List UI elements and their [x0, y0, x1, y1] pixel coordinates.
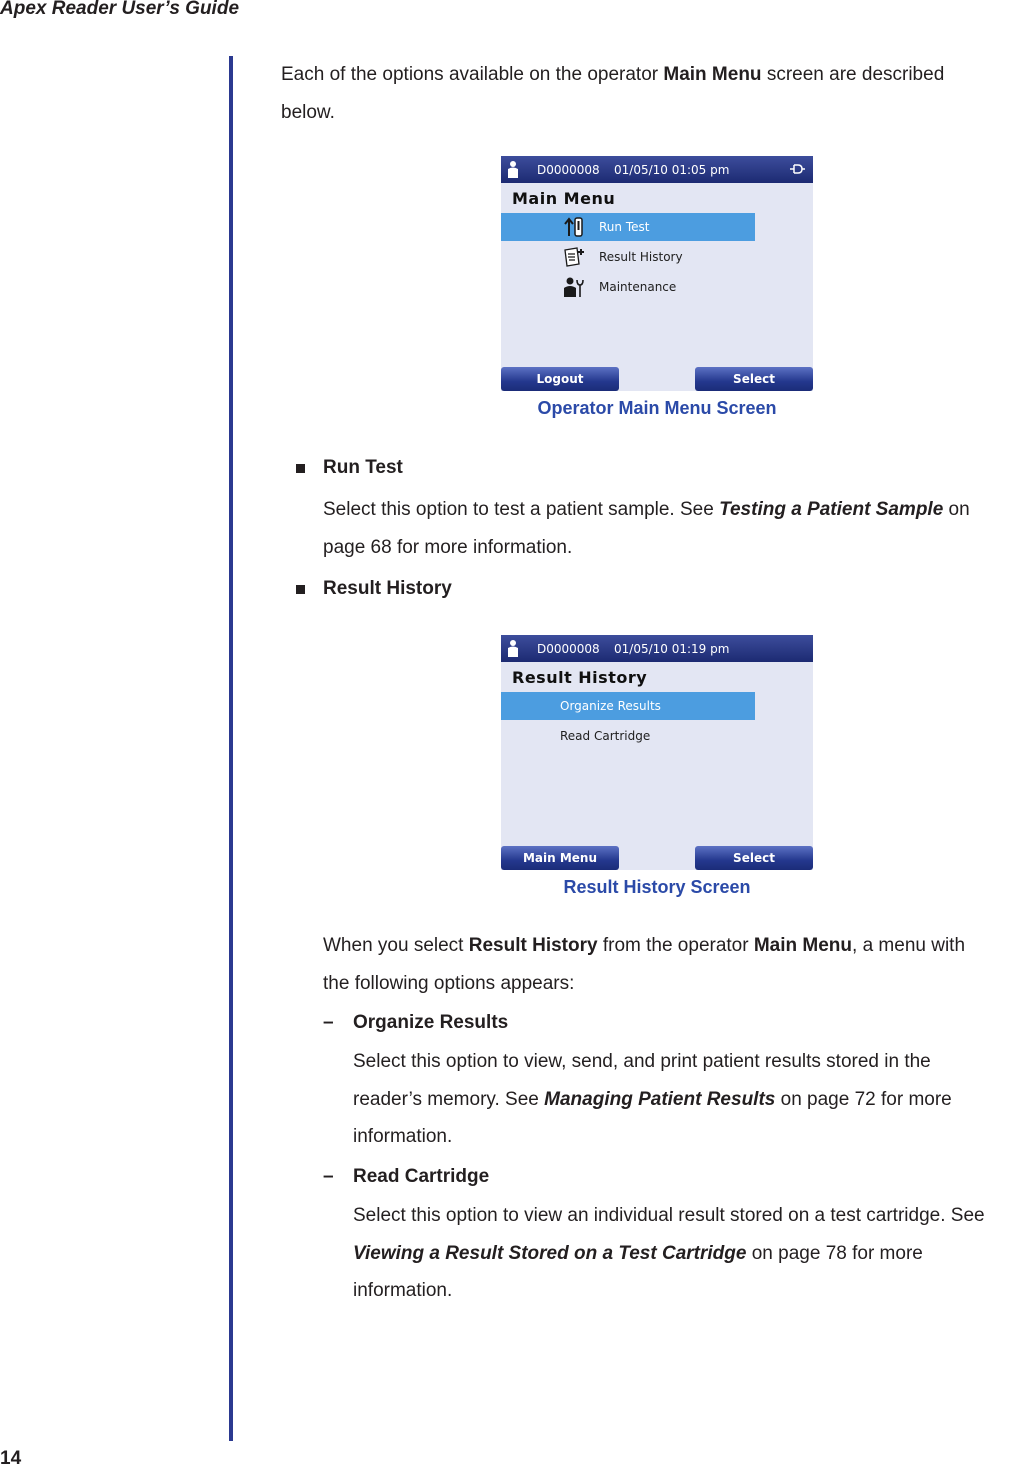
user-icon: [507, 639, 519, 657]
bullet-marker: [296, 585, 305, 594]
figure-caption: Result History Screen: [563, 877, 751, 897]
result-history-paragraph: When you select Result History from the operator Main Menu, a menu with the following options appears:: [323, 935, 966, 994]
run-test-heading: Run Test: [323, 457, 403, 478]
organize-results-description: Select this option to view, send, and print patient results stored in the reader’s memory. See Managing Patient Results on page 72 for more information.: [353, 1051, 952, 1147]
result-history-heading: Result History: [323, 578, 452, 599]
date-time: 01/05/10 01:05 pm: [614, 163, 730, 177]
maintenance-icon: [563, 276, 585, 298]
running-header: Apex Reader User’s Guide: [0, 0, 240, 19]
result-history-screenshot: [501, 635, 813, 870]
operator-id: D0000008: [537, 163, 600, 177]
read-cartridge-heading: Read Cartridge: [353, 1166, 490, 1187]
dash-marker: –: [323, 1166, 334, 1187]
run-test-icon: [563, 216, 585, 238]
main-menu-screenshot: [501, 156, 813, 391]
organize-results-heading: Organize Results: [353, 1012, 509, 1033]
page-number: 14: [0, 1448, 22, 1469]
menu-item-read-cartridge[interactable]: Read Cartridge: [560, 729, 651, 743]
menu-item-result-history[interactable]: Result History: [501, 243, 755, 271]
status-bar: [501, 635, 813, 662]
result-history-icon: [563, 246, 585, 268]
margin-rule: [229, 56, 233, 1441]
select-button[interactable]: Select: [695, 367, 813, 391]
dash-marker: –: [323, 1012, 334, 1033]
bullet-marker: [296, 464, 305, 473]
screen-title: Main Menu: [512, 189, 616, 208]
status-bar: [501, 156, 813, 183]
menu-item-organize-results[interactable]: Organize Results: [501, 692, 755, 720]
select-button[interactable]: Select: [695, 846, 813, 870]
power-plug-icon: [789, 162, 805, 176]
read-cartridge-description: Select this option to view an individual result stored on a test cartridge. See Viewing a Result Stored on a Test Cartridge on page 78 for more information.: [353, 1205, 985, 1301]
logout-button[interactable]: Logout: [501, 367, 619, 391]
screen-title: Result History: [512, 668, 648, 687]
user-icon: [507, 160, 519, 178]
intro-paragraph: Each of the options available on the operator Main Menu screen are described below.: [281, 64, 945, 123]
figure-caption: Operator Main Menu Screen: [537, 398, 777, 418]
operator-id: D0000008: [537, 642, 600, 656]
date-time: 01/05/10 01:19 pm: [614, 642, 730, 656]
menu-item-run-test[interactable]: Run Test: [501, 213, 755, 241]
main-menu-button[interactable]: Main Menu: [501, 846, 619, 870]
run-test-description: Select this option to test a patient sample. See Testing a Patient Sample on page 68 for more information.: [323, 499, 970, 558]
menu-item-maintenance[interactable]: Maintenance: [501, 273, 755, 301]
